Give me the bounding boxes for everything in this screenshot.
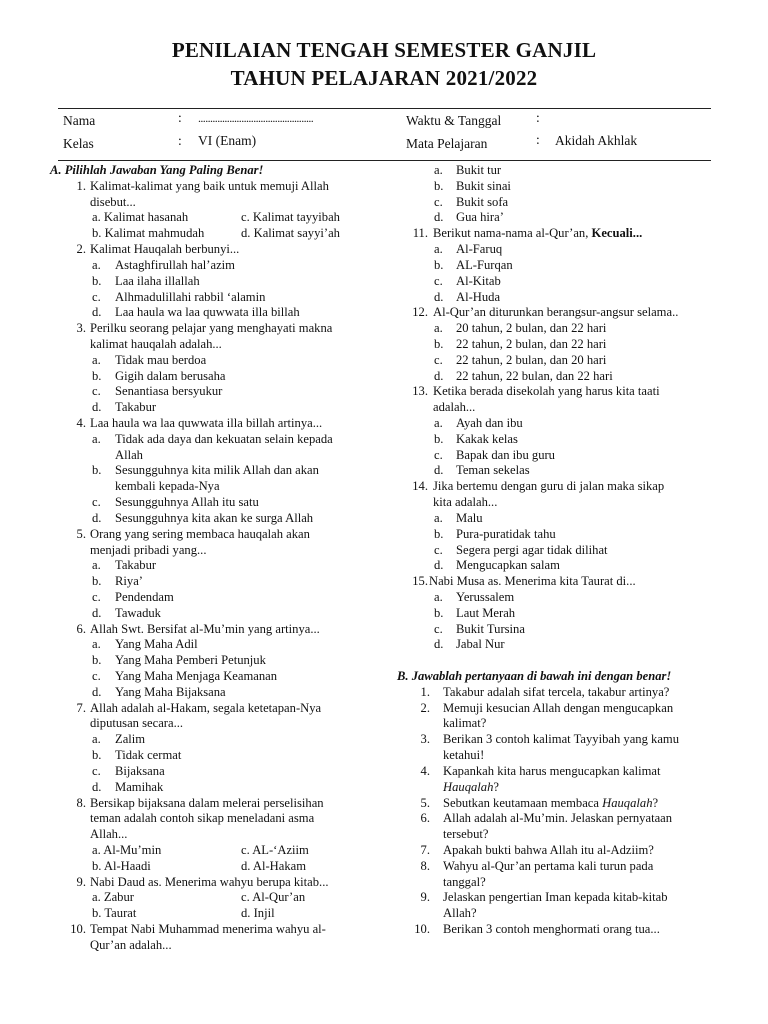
- essay-question-7: [394, 843, 712, 859]
- question-number: 10.: [70, 922, 86, 936]
- question-number: 1.: [76, 178, 86, 193]
- mapel-label: Mata Pelajaran: [406, 136, 488, 151]
- question-number: 15.: [412, 574, 428, 589]
- question-number: 6.: [420, 811, 430, 826]
- question-text-part: Berikut nama-nama al-Qur’an,: [433, 226, 592, 241]
- option-text: Jabal Nur: [456, 637, 505, 652]
- question-15: [394, 574, 712, 653]
- question-4: [50, 416, 372, 527]
- question-number: 1.: [420, 684, 430, 699]
- option-text: Pendendam: [115, 589, 174, 604]
- option-c[interactable]: c. Kalimat tayyibah: [241, 210, 340, 225]
- question-text: Memuji kesucian Allah dengan mengucapkan: [443, 700, 674, 715]
- option-letter: b.: [92, 368, 102, 383]
- essay-question-5: [394, 796, 712, 812]
- question-number: 4.: [76, 416, 86, 430]
- question-5: [50, 527, 372, 622]
- option-b[interactable]: [394, 606, 712, 622]
- option-c[interactable]: [50, 764, 372, 780]
- option-c[interactable]: [50, 384, 372, 400]
- option-letter: c.: [434, 542, 443, 557]
- option-letter: d.: [92, 684, 102, 699]
- option-d[interactable]: [50, 305, 372, 321]
- question-text: Jelaskan pengertian Iman kepada kitab-kitab: [443, 890, 668, 905]
- option-text: Senantiasa bersyukur: [115, 384, 223, 399]
- option-text: Gua hira’: [456, 210, 504, 225]
- option-text: Zalim: [115, 732, 146, 747]
- question-10-options: [394, 163, 712, 226]
- question-text: Apakah bukti bahwa Allah itu al-Adziim?: [443, 842, 654, 857]
- kelas-colon: :: [178, 133, 182, 148]
- question-text: Kalimat Hauqalah berbunyi...: [90, 242, 240, 257]
- question-text: Berikan 3 contoh kalimat Tayyibah yang kamu: [443, 732, 680, 747]
- option-text: Laa ilaha illallah: [115, 273, 200, 288]
- question-emphasis: Kecuali...: [591, 226, 643, 241]
- question-number: 2.: [420, 700, 430, 715]
- question-text: [433, 226, 712, 242]
- option-text: Laut Merah: [456, 605, 516, 620]
- option-d[interactable]: [50, 511, 372, 527]
- option-letter: c.: [92, 289, 101, 304]
- essay-question-1: [394, 685, 712, 701]
- question-text: Allah adalah al-Mu’min. Jelaskan pernyataan: [443, 811, 673, 826]
- option-letter: c.: [434, 194, 443, 209]
- question-text: Takabur adalah sifat tercela, takabur artinya?: [443, 684, 670, 699]
- question-number: 3.: [76, 321, 86, 336]
- option-a[interactable]: a. Zabur: [92, 890, 134, 905]
- option-letter: a.: [434, 321, 443, 336]
- question-text-cont: ketahui!: [443, 748, 485, 763]
- question-text-part: ?: [493, 779, 499, 794]
- option-text: 22 tahun, 2 bulan, dan 20 hari: [456, 352, 607, 367]
- option-letter: b.: [92, 574, 102, 589]
- option-a[interactable]: a. Al-Mu’min: [92, 842, 162, 857]
- question-number: 3.: [420, 732, 430, 747]
- title-line-2: TAHUN PELAJARAN 2021/2022: [230, 66, 538, 90]
- option-d[interactable]: [50, 685, 372, 701]
- question-emphasis: Hauqalah: [443, 779, 494, 794]
- question-number: 9.: [76, 874, 86, 889]
- option-d[interactable]: d. Kalimat sayyi’ah: [241, 226, 340, 241]
- option-text: Yang Maha Pemberi Petunjuk: [115, 653, 266, 668]
- option-c[interactable]: [394, 195, 712, 211]
- option-a[interactable]: [394, 511, 712, 527]
- option-text: Bukit tur: [456, 163, 502, 177]
- option-letter: b.: [92, 653, 102, 668]
- option-text: Tidak cermat: [115, 748, 182, 763]
- option-letter: c.: [434, 352, 443, 367]
- option-letter: d.: [434, 558, 444, 573]
- question-text: Kalimat-kalimat yang baik untuk memuji Allah: [90, 178, 329, 193]
- option-d[interactable]: [50, 400, 372, 416]
- question-text-cont: kalimat hauqalah adalah...: [90, 336, 222, 351]
- option-d[interactable]: [394, 463, 712, 479]
- option-c[interactable]: [50, 590, 372, 606]
- option-letter: a.: [434, 416, 443, 430]
- question-text-part: Sebutkan keutamaan membaca: [443, 795, 603, 810]
- option-d[interactable]: [50, 606, 372, 622]
- question-text: Perilku seorang pelajar yang menghayati makna: [90, 321, 333, 336]
- question-text-part: ?: [652, 795, 659, 810]
- question-number: 7.: [76, 700, 86, 715]
- waktu-label: Waktu & Tanggal: [406, 113, 502, 128]
- option-letter: d.: [434, 289, 444, 304]
- option-c[interactable]: [394, 622, 712, 638]
- option-text: Al-Faruq: [456, 242, 503, 257]
- option-text: Astaghfirullah hal’azim: [115, 257, 235, 272]
- option-letter: b.: [92, 463, 102, 478]
- option-letter: a.: [92, 637, 101, 652]
- question-text-cont: menjadi pribadi yang...: [90, 542, 207, 557]
- option-a[interactable]: [50, 258, 372, 274]
- essay-question-9: [394, 890, 712, 922]
- option-b[interactable]: [50, 653, 372, 669]
- option-text: Takabur: [115, 400, 157, 415]
- question-2: [50, 242, 372, 321]
- option-letter: b.: [92, 273, 102, 288]
- question-text: [443, 796, 712, 812]
- question-text: Berikan 3 contoh menghormati orang tua...: [443, 922, 660, 936]
- option-letter: b.: [434, 178, 444, 193]
- essay-question-10: [394, 922, 712, 938]
- option-c[interactable]: [394, 543, 712, 559]
- nama-colon: :: [178, 110, 182, 125]
- question-text-cont: adalah...: [433, 400, 476, 415]
- option-d[interactable]: [394, 637, 712, 653]
- option-text: Bapak dan ibu guru: [456, 447, 555, 462]
- option-letter: b.: [434, 257, 444, 272]
- mapel-value: Akidah Akhlak: [555, 133, 638, 148]
- option-letter: d.: [434, 637, 444, 652]
- option-text: Teman sekelas: [456, 463, 530, 478]
- option-text: Tidak ada daya dan kekuatan selain kepada: [115, 431, 333, 446]
- right-column: [394, 163, 712, 938]
- option-c[interactable]: [394, 274, 712, 290]
- option-c[interactable]: [50, 495, 372, 511]
- option-letter: d.: [434, 463, 444, 478]
- waktu-colon: :: [536, 110, 540, 125]
- option-letter: a.: [434, 163, 443, 177]
- option-letter: d.: [92, 605, 102, 620]
- question-text-cont: tanggal?: [443, 874, 486, 889]
- option-d[interactable]: [394, 558, 712, 574]
- option-letter: d.: [434, 368, 444, 383]
- question-8: [50, 796, 372, 875]
- question-text-cont: tersebut?: [443, 827, 489, 842]
- question-text: Nabi Musa as. Menerima kita Taurat di...: [429, 574, 636, 589]
- option-b[interactable]: b. Taurat: [92, 906, 137, 921]
- option-text: Bijaksana: [115, 763, 165, 778]
- header-top-rule: [58, 108, 711, 109]
- option-d[interactable]: d. Al-Hakam: [241, 858, 307, 873]
- question-text: Laa haula wa laa quwwata illa billah artinya...: [90, 416, 323, 430]
- title-line-1: PENILAIAN TENGAH SEMESTER GANJIL: [171, 38, 597, 62]
- option-c[interactable]: [50, 669, 372, 685]
- option-d[interactable]: [394, 290, 712, 306]
- option-text: Kakak kelas: [456, 431, 518, 446]
- question-text-cont: teman adalah contoh sikap meneladani asma: [90, 811, 315, 826]
- option-text: Tidak mau berdoa: [115, 352, 207, 367]
- question-number: 10.: [414, 922, 430, 936]
- option-letter: d.: [92, 779, 102, 794]
- option-text: Sesungguhnya kita milik Allah dan akan: [115, 463, 319, 478]
- option-text: Alhmadulillahi rabbil ‘alamin: [115, 289, 266, 304]
- kelas-label: Kelas: [63, 136, 94, 151]
- question-text: Bersikap bijaksana dalam melerai perselisihan: [90, 795, 324, 810]
- kelas-value: VI (Enam): [198, 133, 257, 148]
- option-text: Yang Maha Adil: [115, 637, 198, 652]
- question-number: 4.: [420, 763, 430, 778]
- option-text-cont: kembali kepada-Nya: [115, 479, 220, 494]
- option-letter: c.: [92, 669, 101, 683]
- option-c[interactable]: [394, 353, 712, 369]
- option-letter: c.: [92, 384, 101, 399]
- option-letter: d.: [92, 305, 102, 320]
- option-letter: b.: [92, 748, 102, 763]
- question-14: [394, 479, 712, 574]
- option-letter: a.: [92, 257, 101, 272]
- question-3: [50, 321, 372, 416]
- question-text: Nabi Daud as. Menerima wahyu berupa kitab...: [90, 874, 329, 889]
- essay-question-4: [394, 764, 712, 796]
- question-text-cont: disebut...: [90, 194, 136, 209]
- option-c[interactable]: c. Al-Qur’an: [241, 890, 306, 905]
- option-b[interactable]: [394, 179, 712, 195]
- option-c[interactable]: [50, 290, 372, 306]
- essay-question-2: [394, 701, 712, 733]
- option-text: Malu: [456, 510, 483, 525]
- option-text: 20 tahun, 2 bulan, dan 22 hari: [456, 321, 607, 336]
- question-text-cont: Qur’an adalah...: [90, 937, 172, 952]
- option-d[interactable]: [394, 369, 712, 385]
- question-number: 11.: [412, 226, 428, 241]
- option-letter: a.: [434, 510, 443, 525]
- option-letter: a.: [92, 558, 101, 573]
- question-text: Jika bertemu dengan guru di jalan maka sikap: [433, 479, 665, 494]
- option-b[interactable]: [394, 337, 712, 353]
- option-b[interactable]: [394, 527, 712, 543]
- question-text-cont: kita adalah...: [433, 495, 498, 510]
- option-a[interactable]: [50, 353, 372, 369]
- option-text: Yang Maha Bijaksana: [115, 684, 226, 699]
- question-number: 9.: [420, 890, 430, 905]
- question-text: Allah Swt. Bersifat al-Mu’min yang artinya...: [90, 621, 320, 636]
- option-text: Al-Huda: [456, 289, 501, 304]
- option-letter: b.: [434, 431, 444, 446]
- option-a[interactable]: [50, 432, 372, 448]
- question-number: 6.: [76, 621, 86, 636]
- option-b[interactable]: [50, 574, 372, 590]
- question-number: 7.: [420, 842, 430, 857]
- header-bottom-rule: [58, 160, 711, 161]
- question-text: Al-Qur’an diturunkan berangsur-angsur selama..: [433, 305, 679, 320]
- question-number: 5.: [76, 526, 86, 541]
- option-text: 22 tahun, 2 bulan, dan 22 hari: [456, 336, 607, 351]
- option-text: Tawaduk: [115, 605, 161, 620]
- option-letter: d.: [434, 210, 444, 225]
- question-12: [394, 305, 712, 384]
- option-letter: a.: [92, 352, 101, 367]
- option-text: Laa haula wa laa quwwata illa billah: [115, 305, 300, 320]
- question-text: Kapankah kita harus mengucapkan kalimat: [443, 763, 661, 778]
- question-text: Tempat Nabi Muhammad menerima wahyu al-: [90, 922, 326, 936]
- option-letter: a.: [92, 732, 101, 747]
- option-a[interactable]: [50, 732, 372, 748]
- question-emphasis: Hauqalah: [602, 795, 653, 810]
- essay-question-6: [394, 811, 712, 843]
- option-a[interactable]: [50, 558, 372, 574]
- option-text: Bukit Tursina: [456, 621, 525, 636]
- option-text: Ayah dan ibu: [456, 416, 523, 430]
- option-letter: c.: [434, 447, 443, 462]
- option-text: Sesungguhnya kita akan ke surga Allah: [115, 510, 314, 525]
- option-letter: b.: [434, 605, 444, 620]
- option-text: Yang Maha Menjaga Keamanan: [115, 669, 278, 683]
- question-text: Allah adalah al-Hakam, segala ketetapan-Nya: [90, 700, 322, 715]
- nama-label: Nama: [63, 113, 96, 128]
- section-spacer: [394, 653, 712, 669]
- option-a[interactable]: [394, 163, 712, 179]
- question-11: [394, 226, 712, 305]
- option-text: AL-Furqan: [456, 257, 513, 272]
- option-a[interactable]: [394, 242, 712, 258]
- option-text: Mamihak: [115, 779, 164, 794]
- option-letter: a.: [92, 431, 101, 446]
- option-a[interactable]: a. Kalimat hasanah: [92, 210, 189, 225]
- question-13: [394, 384, 712, 479]
- option-c[interactable]: c. AL-‘Aziim: [241, 842, 309, 857]
- option-text: 22 tahun, 22 bulan, dan 22 hari: [456, 368, 613, 383]
- question-number: 13.: [412, 384, 428, 399]
- option-text: Riya’: [115, 574, 143, 589]
- option-text: Sesungguhnya Allah itu satu: [115, 495, 259, 510]
- option-text: Pura-puratidak tahu: [456, 526, 556, 541]
- nama-field[interactable]: ................................................: [198, 111, 314, 125]
- option-letter: c.: [92, 495, 101, 510]
- option-text: Al-Kitab: [456, 273, 501, 288]
- question-text-cont: diputusan secara...: [90, 716, 184, 731]
- option-a[interactable]: [394, 321, 712, 337]
- option-text: Yerussalem: [456, 589, 515, 604]
- question-text-cont: Allah?: [443, 906, 477, 921]
- mapel-colon: :: [536, 132, 540, 147]
- option-c[interactable]: [394, 448, 712, 464]
- question-7: [50, 701, 372, 796]
- essay-question-8: [394, 859, 712, 891]
- option-letter: c.: [434, 621, 443, 636]
- question-text-cont: [443, 780, 712, 796]
- question-number: 5.: [420, 795, 430, 810]
- question-number: 12.: [412, 305, 428, 320]
- option-b[interactable]: [394, 432, 712, 448]
- option-a[interactable]: [50, 637, 372, 653]
- question-number: 2.: [76, 242, 86, 257]
- question-text-cont: kalimat?: [443, 716, 487, 731]
- question-text: Wahyu al-Qur’an pertama kali turun pada: [443, 858, 654, 873]
- option-a[interactable]: [394, 416, 712, 432]
- question-text-cont: Allah...: [90, 827, 128, 842]
- option-letter: b.: [434, 526, 444, 541]
- question-text: Orang yang sering membaca hauqalah akan: [90, 526, 310, 541]
- option-b[interactable]: [50, 463, 372, 479]
- option-text: Bukit sofa: [456, 194, 509, 209]
- option-text: Mengucapkan salam: [456, 558, 560, 573]
- option-b[interactable]: [50, 748, 372, 764]
- option-b[interactable]: [50, 274, 372, 290]
- question-text: Ketika berada disekolah yang harus kita taati: [433, 384, 660, 399]
- option-text: Segera pergi agar tidak dilihat: [456, 542, 608, 557]
- option-b[interactable]: b. Al-Haadi: [92, 858, 151, 873]
- section-b-title: B. Jawablah pertanyaan di bawah ini dengan benar!: [397, 669, 672, 683]
- option-d[interactable]: [394, 210, 712, 226]
- option-letter: c.: [92, 589, 101, 604]
- option-letter: b.: [434, 336, 444, 351]
- option-letter: c.: [434, 273, 443, 288]
- question-1: [50, 179, 372, 242]
- option-b[interactable]: b. Kalimat mahmudah: [92, 226, 205, 241]
- option-d[interactable]: [50, 780, 372, 796]
- option-letter: d.: [92, 510, 102, 525]
- option-text: Gigih dalam berusaha: [115, 368, 226, 383]
- question-number: 8.: [420, 858, 430, 873]
- option-letter: a.: [434, 242, 443, 257]
- option-b[interactable]: [50, 369, 372, 385]
- question-9: [50, 875, 372, 922]
- option-text: Takabur: [115, 558, 157, 573]
- question-6: [50, 622, 372, 701]
- option-a[interactable]: [394, 590, 712, 606]
- question-10: [50, 922, 372, 954]
- option-d[interactable]: d. Injil: [241, 906, 275, 921]
- option-letter: c.: [92, 763, 101, 778]
- question-number: 8.: [76, 795, 86, 810]
- section-a-title: A. Pilihlah Jawaban Yang Paling Benar!: [50, 163, 264, 177]
- option-text: Bukit sinai: [456, 178, 511, 193]
- option-text-cont: Allah: [115, 447, 143, 462]
- option-letter: a.: [434, 589, 443, 604]
- option-b[interactable]: [394, 258, 712, 274]
- question-number: 14.: [412, 479, 428, 494]
- essay-question-3: [394, 732, 712, 764]
- left-column: [50, 163, 372, 954]
- option-letter: d.: [92, 400, 102, 415]
